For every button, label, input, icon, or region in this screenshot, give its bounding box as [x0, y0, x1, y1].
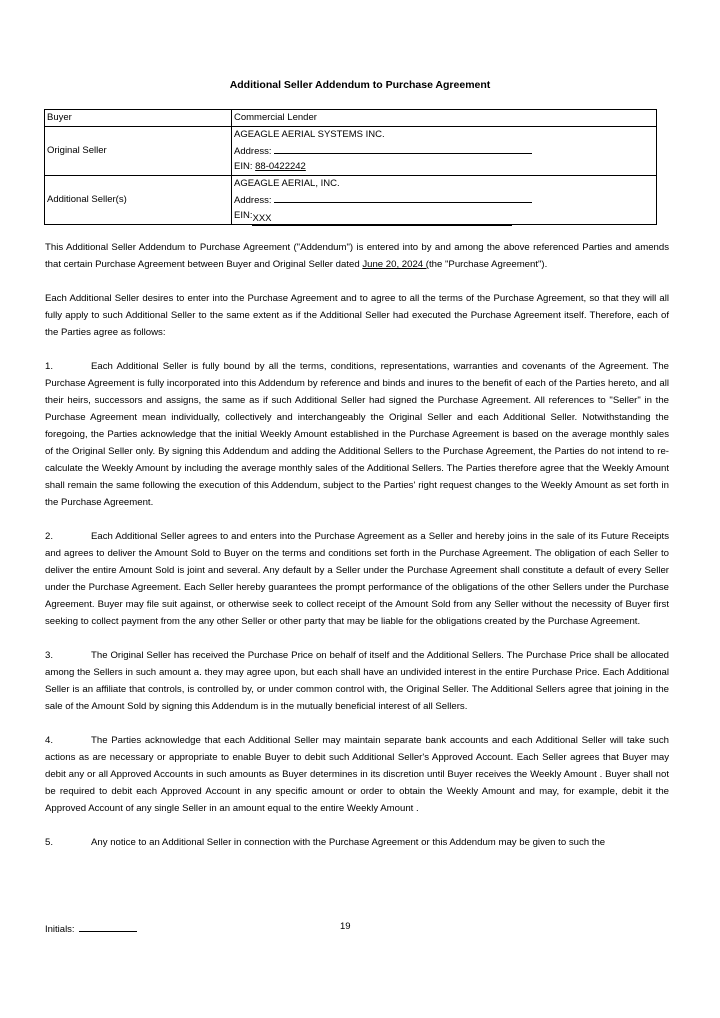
recital-paragraph: Each Additional Seller desires to enter into the Purchase Agreement and to agree to all the terms of the Purchase Agreement, so that they will all fully apply to such Additional Seller to the same extent as if the Additional Seller had executed the Purchase Agreement itself. Therefore, each of the Parties agree as follows:	[45, 293, 669, 338]
original-seller-name: AGEAGLE AERIAL SYSTEMS INC.	[234, 129, 385, 140]
buyer-label: Buyer	[45, 110, 232, 127]
initials-field: Initials:	[45, 921, 137, 935]
page-number: 19	[340, 921, 351, 932]
additional-seller-address: Address:	[234, 192, 654, 208]
initials-blank	[79, 921, 137, 932]
section-1: 1. Each Additional Seller is fully bound by all the terms, conditions, representations, warranties and covenants of the Agreement. The Purchase Agreement is fully incorporated into this Addendum by reference and binds and inures to the benefit of each of the Parties hereto, and all their heirs, successors and assigns, the same as if such Additional Seller had signed the Purchase Agreement. All references to "Seller" in the Purchase Agreement mean individually, collectively and interchangeably the Original Seller and each Additional Seller. Notwithstanding the foregoing, the Parties acknowledge that the initial Weekly Amount established in the Purchase Agreement is based on the average monthly sales of the Original Seller only. By signing this Addendum and adding the Additional Sellers to the Purchase Agreement, the Parties do not intend to re-calculate the Weekly Amount by including the average monthly sales of the Additional Sellers. The Parties therefore agree that the Weekly Amount shall remain the same following the execution of this Addendum, subject to the Parties' right request changes to the Weekly Amount as set forth in the Purchase Agreement.	[45, 361, 669, 508]
agreement-body	[45, 239, 669, 868]
additional-seller-row	[45, 176, 657, 225]
original-seller-address-blank	[274, 143, 532, 154]
additional-seller-details	[232, 176, 657, 225]
original-seller-ein: EIN: 88-0422242	[234, 161, 306, 172]
original-seller-details	[232, 127, 657, 176]
buyer-row	[45, 110, 657, 127]
section-5: 5. Any notice to an Additional Seller in connection with the Purchase Agreement or this Addendum may be given to such the	[45, 837, 606, 848]
additional-seller-address-blank	[274, 192, 532, 203]
buyer-value: Commercial Lender	[232, 110, 657, 127]
section-4: 4. The Parties acknowledge that each Additional Seller may maintain separate bank accounts and each Additional Seller will take such actions as are necessary or appropriate to enable Buyer to debit such Additional Seller's Approved Account. Each Seller agrees that Buyer may debit any or all Approved Accounts in such amounts as Buyer determines in its discretion until Buyer receives the Weekly Amount . Buyer shall not be required to debit each Approved Account in any specific amount or order to obtain the Weekly Amount and may, for example, debit it the Approved Account of any single Seller in an amount equal to the entire Weekly Amount .	[45, 735, 669, 814]
original-seller-label: Original Seller	[45, 127, 232, 176]
original-seller-row	[45, 127, 657, 176]
intro-paragraph: This Additional Seller Addendum to Purchase Agreement ("Addendum") is entered into by and among the above referenced Parties and amends that certain Purchase Agreement between Buyer and Original Seller dated June 20, 2024 (the "Purchase Agreement").	[45, 242, 669, 270]
additional-seller-label: Additional Seller(s)	[45, 176, 232, 225]
additional-seller-name: AGEAGLE AERIAL, INC.	[234, 178, 340, 189]
original-seller-address: Address:	[234, 143, 654, 159]
section-3: 3. The Original Seller has received the Purchase Price on behalf of itself and the Additional Sellers. The Purchase Price shall be allocated among the Sellers in such amount a. they may agree upon, but each shall have an undivided interest in the entire Purchase Price. Each Additional Seller is an affiliate that controls, is controlled by, or under common control with, the Original Seller. The Additional Sellers agree that joining in the sale of the Amount Sold by signing this Addendum is in the mutually beneficial interest of all Sellers.	[45, 650, 669, 712]
section-2: 2. Each Additional Seller agrees to and enters into the Purchase Agreement as a Seller and hereby joins in the sale of its Future Receipts and agrees to deliver the Amount Sold to Buyer on the terms and conditions set forth in the Purchase Agreement. The obligation of each Seller to deliver the entire Amount Sold is joint and several. Any default by a Seller under the Purchase Agreement shall constitute a default of every Seller under the Purchase Agreement. Each Seller hereby guarantees the prompt performance of the obligations of the other Sellers under the Purchase Agreement. Buyer may file suit against, or otherwise seek to collect receipt of the Amount Sold from any Seller without the necessity of Buyer first seeking to collect payment from the any other Seller or other party that may be liable for the obligations created by the Purchase Agreement.	[45, 531, 669, 627]
additional-seller-ein: EIN:XXX	[234, 208, 654, 224]
parties-table	[44, 109, 657, 225]
document-title: Additional Seller Addendum to Purchase Agreement	[229, 79, 491, 91]
